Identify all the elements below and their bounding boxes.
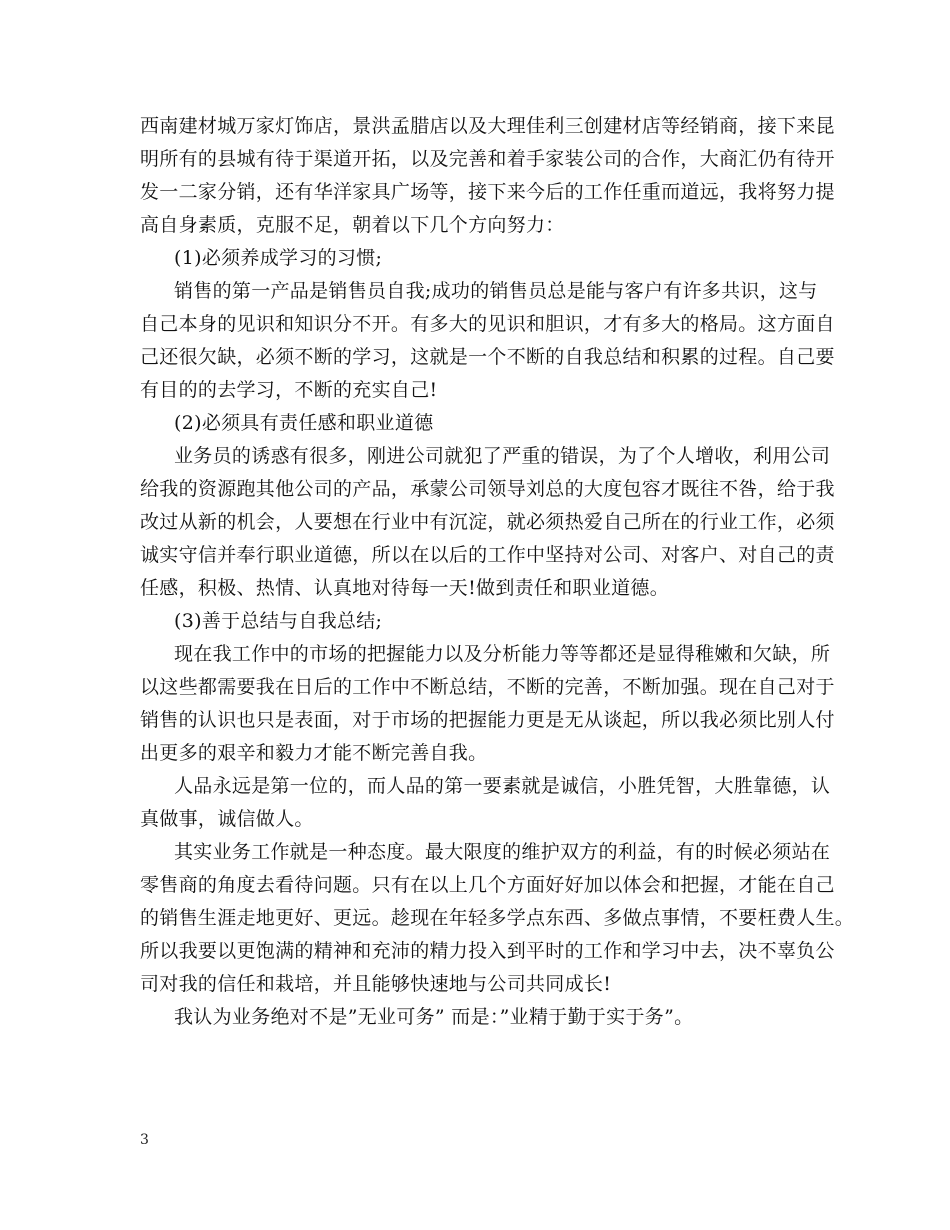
text-line: 有目的的去学习，不断的充实自己! — [140, 379, 438, 401]
text-line: 诚实守信并奉行职业道德，所以在以后的工作中坚持对公司、对客户、对自己的责 — [140, 544, 835, 566]
page-number: 3 — [140, 1132, 149, 1148]
text-line: 我认为业务绝对不是”无业可务” 而是：”业精于勤于实于务”。 — [174, 1006, 694, 1028]
text-line: 现在我工作中的市场的把握能力以及分析能力等等都还是显得稚嫩和欠缺，所 — [174, 643, 831, 665]
text-line: 西南建材城万家灯饰店，景洪孟腊店以及大理佳利三创建材店等经销商，接下来昆 — [140, 115, 835, 137]
text-line: 己还很欠缺，必须不断的学习，这就是一个不断的自我总结和积累的过程。自己要 — [140, 346, 835, 368]
text-line: 给我的资源跑其他公司的产品，承蒙公司领导刘总的大度包容才既往不咎，给于我 — [140, 478, 835, 500]
text-line: 改过从新的机会，人要想在行业中有沉淀，就必须热爱自己所在的行业工作，必须 — [140, 511, 835, 533]
text-line: 销售的认识也只是表面，对于市场的把握能力更是无从谈起，所以我必须比别人付 — [140, 709, 835, 731]
text-line: 其实业务工作就是一种态度。最大限度的维护双方的利益，有的时候必须站在 — [174, 841, 831, 863]
text-line: 零售商的角度去看待问题。只有在以上几个方面好好加以体会和把握，才能在自己 — [140, 874, 835, 896]
text-line: 明所有的县城有待于渠道开拓，以及完善和着手家装公司的合作，大商汇仍有待开 — [140, 148, 835, 170]
section-heading-1: (1)必须养成学习的习惯; — [174, 247, 383, 269]
text-line: 的销售生涯走地更好、更远。趁现在年轻多学点东西、多做点事情，不要枉费人生。 — [140, 907, 855, 929]
text-line: 真做事，诚信做人。 — [140, 808, 314, 830]
text-line: 高自身素质，克服不足，朝着以下几个方向努力： — [140, 214, 565, 236]
text-line: 人品永远是第一位的，而人品的第一要素就是诚信，小胜凭智，大胜靠德，认 — [174, 775, 831, 797]
text-line: 发一二家分销，还有华洋家具广场等，接下来今后的工作任重而道远，我将努力提 — [140, 181, 835, 203]
document-body — [140, 110, 855, 1034]
text-line: 所以我要以更饱满的精神和充沛的精力投入到平时的工作和学习中去，决不辜负公 — [140, 940, 835, 962]
section-heading-3: (3)善于总结与自我总结; — [174, 610, 383, 632]
text-line: 任感，积极、热情、认真地对待每一天!做到责任和职业道德。 — [140, 577, 670, 599]
text-line: 自己本身的见识和知识分不开。有多大的见识和胆识，才有多大的格局。这方面自 — [140, 313, 835, 335]
text-line: 销售的第一产品是销售员自我;成功的销售员总是能与客户有许多共识，这与 — [174, 280, 818, 302]
text-line: 业务员的诱惑有很多，刚进公司就犯了严重的错误，为了个人增收，利用公司 — [174, 445, 831, 467]
text-line: 出更多的艰辛和毅力才能不断完善自我。 — [140, 742, 488, 764]
text-line: 司对我的信任和栽培，并且能够快速地与公司共同成长! — [140, 973, 612, 995]
text-line: 以这些都需要我在日后的工作中不断总结，不断的完善，不断加强。现在自己对于 — [140, 676, 835, 698]
section-heading-2: (2)必须具有责任感和职业道德 — [174, 412, 434, 434]
